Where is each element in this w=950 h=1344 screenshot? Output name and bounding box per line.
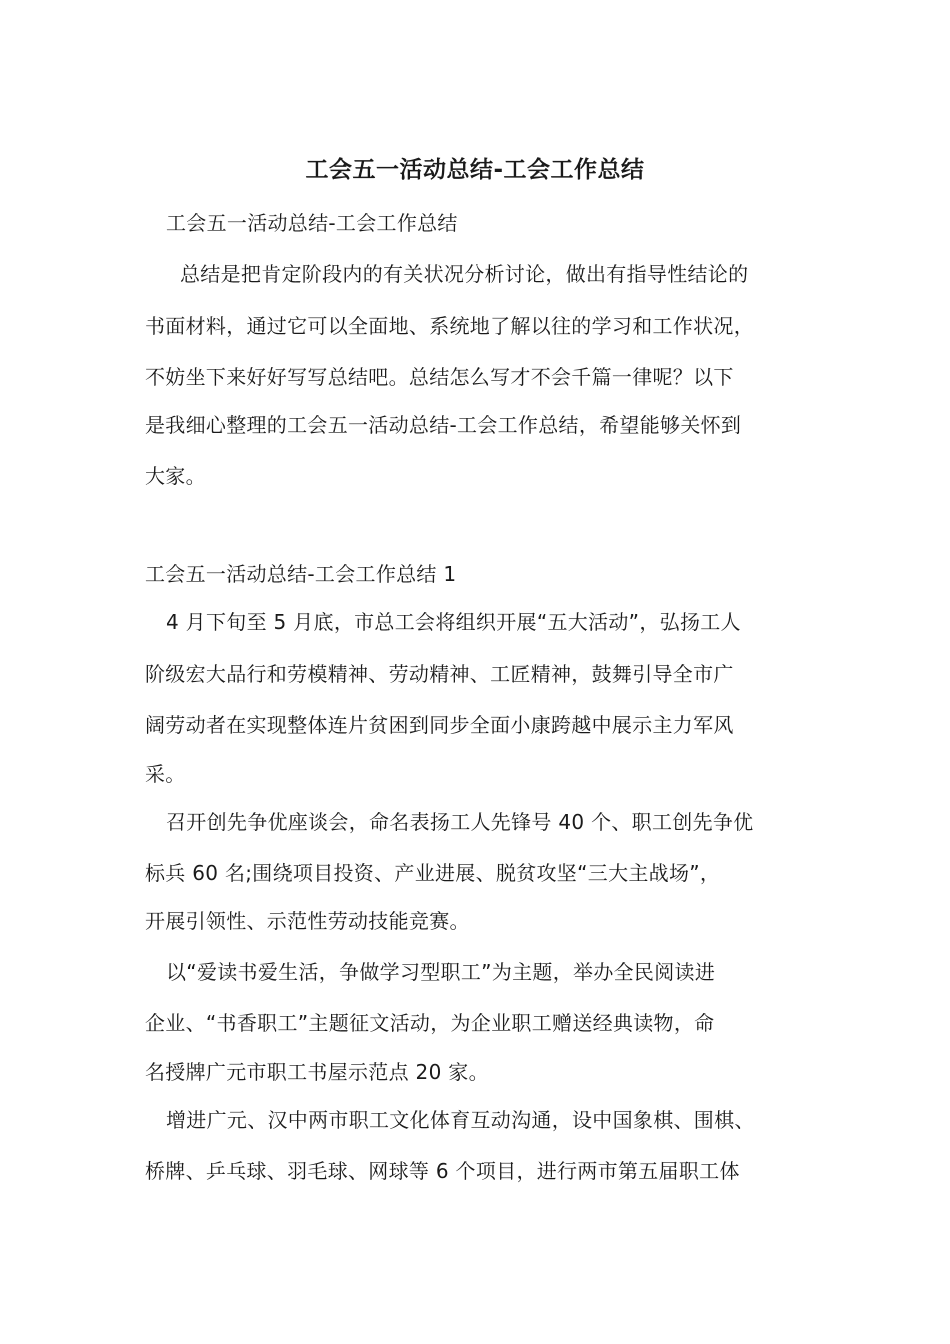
paragraph-line: 总结是把肯定阶段内的有关状况分析讨论，做出有指导性结论的	[180, 262, 749, 286]
paragraph-line: 以“爱读书爱生活，争做学习型职工”为主题，举办全民阅读进	[166, 960, 716, 984]
paragraph-line: 增进广元、汉中两市职工文化体育互动沟通，设中国象棋、围棋、	[166, 1108, 755, 1132]
paragraph-line: 采。	[145, 762, 186, 786]
paragraph-line: 书面材料，通过它可以全面地、系统地了解以往的学习和工作状况，	[145, 314, 754, 338]
paragraph-line: 不妨坐下来好好写写总结吧。总结怎么写才不会千篇一律呢？以下	[145, 365, 734, 389]
paragraph-line: 阔劳动者在实现整体连片贫困到同步全面小康跨越中展示主力军风	[145, 713, 734, 737]
paragraph-line: 是我细心整理的工会五一活动总结-工会工作总结，希望能够关怀到	[145, 413, 742, 437]
paragraph-line: 4 月下旬至 5 月底，市总工会将组织开展“五大活动”，弘扬工人	[166, 610, 741, 634]
paragraph-line: 桥牌、乒乓球、羽毛球、网球等 6 个项目，进行两市第五届职工体	[145, 1159, 740, 1183]
paragraph-line: 阶级宏大品行和劳模精神、劳动精神、工匠精神，鼓舞引导全市广	[145, 662, 734, 686]
paragraph-line: 开展引领性、示范性劳动技能竞赛。	[145, 909, 470, 933]
paragraph-line: 召开创先争优座谈会，命名表扬工人先锋号 40 个、职工创先争优	[166, 810, 754, 834]
document-title: 工会五一活动总结-工会工作总结	[305, 157, 645, 183]
section-heading: 工会五一活动总结-工会工作总结 1	[145, 562, 457, 586]
paragraph-subtitle: 工会五一活动总结-工会工作总结	[166, 211, 458, 235]
paragraph-line: 大家。	[145, 464, 206, 488]
paragraph-line: 企业、“书香职工”主题征文活动，为企业职工赠送经典读物，命	[145, 1011, 715, 1035]
paragraph-line: 标兵 60 名;围绕项目投资、产业进展、脱贫攻坚“三大主战场”，	[145, 861, 721, 885]
paragraph-line: 名授牌广元市职工书屋示范点 20 家。	[145, 1060, 489, 1084]
